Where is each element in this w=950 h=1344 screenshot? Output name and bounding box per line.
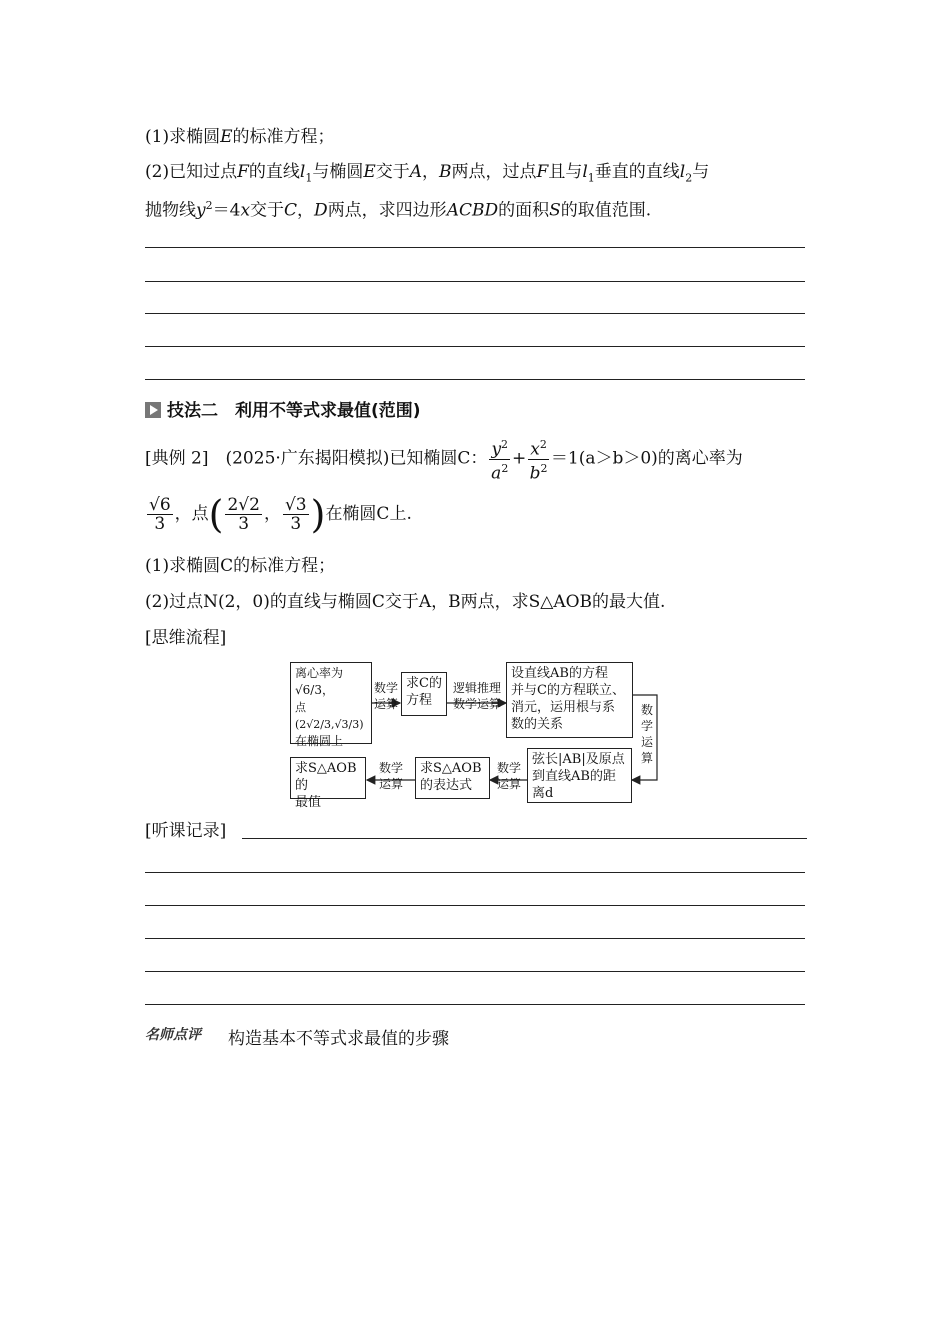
- flow-title: [思维流程]: [145, 628, 227, 648]
- example-stem: [典例 2] (2025·广东揭阳模拟)已知椭圆C： $\frac{y^2}{a^2}$ + $\frac{x^2}{b^2}$ ＝1(a＞b＞0)的离心率为: [145, 438, 743, 484]
- comment-tag: 名师点评: [145, 1027, 201, 1043]
- label-line: 学: [640, 719, 653, 733]
- box1-line: 在椭圆上: [295, 734, 344, 748]
- notes-line: [145, 938, 805, 939]
- notes-title: [听课记录]: [145, 821, 227, 841]
- box2-line: 方程: [406, 693, 433, 708]
- label-line: 逻辑推理: [452, 681, 501, 695]
- box1-line: 离心率为√6/3，: [295, 666, 344, 697]
- label-line: 运算: [496, 777, 521, 791]
- box3-line: 并与C的方程联立、: [511, 683, 625, 698]
- answer-line: [145, 313, 805, 314]
- example-tag: [典例 2]: [145, 448, 209, 469]
- box4-line: 弦长|AB|及原点: [532, 752, 625, 767]
- example-q1: (1)求椭圆C的标准方程；: [145, 556, 336, 576]
- notes-line: [145, 971, 805, 972]
- label-line: 算: [640, 751, 653, 765]
- question-1: (1)求椭圆E的标准方程；: [145, 127, 335, 147]
- answer-line: [145, 379, 805, 380]
- label-line: 运算: [378, 777, 403, 791]
- section-title: 技法二 利用不等式求最值(范围): [167, 401, 421, 421]
- fraction-y2-a2: $\frac{y^2}{a^2}$: [491, 438, 509, 484]
- notes-line: [242, 838, 807, 839]
- box4-line: 离d: [532, 786, 554, 801]
- box2-line: 求C的: [406, 676, 442, 691]
- flow-box-chord: [527, 748, 632, 803]
- example-point: $\frac{√6}{3}$ ，点( $\frac{2√2}{3}$ ， $\frac{√3}{3}$ )在椭圆C上.: [149, 492, 412, 537]
- play-icon: [145, 402, 161, 418]
- label-line: 数学: [373, 681, 398, 695]
- box3-line: 设直线AB的方程: [511, 666, 608, 681]
- flow-box-condition: [290, 662, 372, 748]
- example-q2: (2)过点N(2，0)的直线与椭圆C交于A，B两点，求S△AOB的最大值.: [145, 592, 666, 612]
- label-line: 数学: [496, 761, 521, 775]
- example-source: (2025·广东揭阳模拟): [225, 448, 390, 469]
- answer-line: [145, 346, 805, 347]
- point-prefix: ，点: [174, 504, 209, 524]
- flow-box-line-setup: [506, 662, 633, 738]
- flow-label-4: [491, 760, 527, 792]
- flow-label-3: [638, 702, 656, 766]
- flow-box-max: [290, 757, 366, 810]
- eccentricity-fraction: $\frac{√6}{3}$: [149, 495, 171, 534]
- point-x-fraction: $\frac{2√2}{3}$: [227, 495, 260, 534]
- flow-box-expression: [415, 757, 490, 799]
- notes-line: [145, 1004, 805, 1005]
- flow-label-1: [371, 680, 401, 712]
- answer-line: [145, 247, 805, 248]
- box3-line: 消元，运用根与系: [511, 700, 616, 715]
- notes-line: [145, 872, 805, 873]
- label-line: 数: [640, 703, 653, 717]
- box5-line: 的表达式: [420, 778, 473, 793]
- notes-line: [145, 905, 805, 906]
- label-line: 运: [640, 735, 653, 749]
- question-2-line1: (2)已知过点F的直线$l_1$与椭圆E交于A，B两点，过点F且与$l_1$垂直的直线$l_2$与: [145, 162, 710, 185]
- section-heading: [145, 396, 421, 421]
- box1-line: 点(2√2/3,√3/3): [295, 701, 364, 731]
- stem-b: ＝1(a＞b＞0)的离心率为: [550, 448, 743, 469]
- stem-a: 已知椭圆C：: [389, 448, 488, 469]
- comment-text: 构造基本不等式求最值的步骤: [228, 1029, 449, 1049]
- stem-c: 在椭圆C上.: [325, 504, 412, 524]
- label-line: 运算: [373, 697, 398, 711]
- answer-line: [145, 281, 805, 282]
- box3-line: 数的关系: [511, 717, 564, 732]
- flow-label-2: [447, 680, 507, 712]
- point-y-fraction: $\frac{√3}{3}$: [284, 495, 307, 534]
- flow-label-5: [368, 760, 414, 792]
- box6-line: 最值: [295, 795, 322, 810]
- label-line: 数学: [378, 761, 403, 775]
- fraction-x2-b2: $\frac{x^2}{b^2}$: [529, 438, 548, 484]
- box6-line: 求S△AOB的: [295, 761, 357, 793]
- flow-box-equation: [401, 672, 447, 716]
- label-line: 数学运算: [452, 697, 501, 711]
- box5-line: 求S△AOB: [420, 761, 482, 776]
- box4-line: 到直线AB的距: [532, 769, 616, 784]
- question-2-line2: 抛物线$y^2=4x$交于C，D两点，求四边形ACBD的面积S的取值范围.: [145, 199, 652, 221]
